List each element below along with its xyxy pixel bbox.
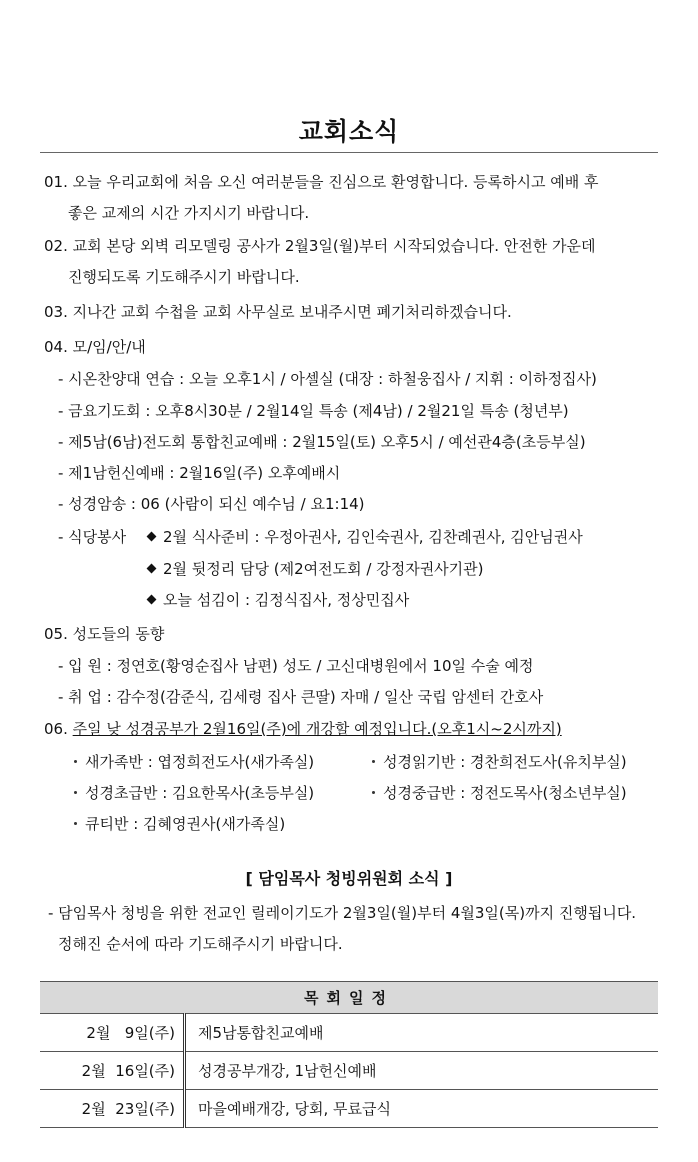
table-row — [40, 1052, 658, 1090]
schedule-event: 제5남통합친교예배 — [185, 1014, 659, 1052]
dot-bullet-icon — [372, 760, 375, 763]
schedule-event: 성경공부개강, 1남헌신예배 — [185, 1052, 659, 1090]
notice-04-dedication: - 제1남헌신예배 : 2월16일(주) 오후예배시 — [58, 464, 341, 482]
notice-04-heading: 04. 모/임/안/내 — [44, 338, 146, 356]
notice-04-kitchen-label: - 식당봉사 — [58, 528, 127, 546]
committee-line2: 정해진 순서에 따라 기도해주시기 바랍니다. — [58, 935, 343, 953]
notice-01-line2: 좋은 교제의 시간 가지시기 바랍니다. — [68, 204, 310, 222]
diamond-bullet-icon — [147, 564, 157, 574]
schedule-date: 2월 16일(주) — [40, 1052, 185, 1090]
schedule-table — [40, 981, 658, 1128]
dot-bullet-icon — [74, 760, 77, 763]
notice-05-hospital: - 입 원 : 정연호(황영순집사 남편) 성도 / 고신대병원에서 10일 수술 예정 — [58, 657, 534, 675]
notice-02-line2: 진행되도록 기도해주시기 바랍니다. — [68, 268, 300, 286]
class-item: 새가족반 : 엽정희전도사(새가족실) — [74, 752, 314, 772]
committee-title: [ 담임목사 청빙위원회 소식 ] — [245, 869, 453, 888]
class-item: 큐티반 : 김혜영권사(새가족실) — [74, 814, 285, 834]
schedule-header-row — [40, 982, 658, 1014]
page-title: 교회소식 — [298, 117, 400, 146]
schedule-header: 목회일정 — [40, 982, 658, 1014]
kitchen-item: 오늘 섬김이 : 김정식집사, 정상민집사 — [148, 590, 409, 610]
schedule-date: 2월 9일(주) — [40, 1014, 185, 1052]
kitchen-item: 2월 뒷정리 담당 (제2여전도회 / 강정자권사기관) — [148, 559, 484, 579]
diamond-bullet-icon — [147, 532, 157, 542]
notice-03: 03. 지나간 교회 수첩을 교회 사무실로 보내주시면 폐기처리하겠습니다. — [44, 303, 512, 321]
dot-bullet-icon — [74, 791, 77, 794]
notice-02-line1: 02. 교회 본당 외벽 리모델링 공사가 2월3일(월)부터 시작되었습니다. 안전한 가운데 — [44, 237, 596, 255]
diamond-bullet-icon — [147, 595, 157, 605]
table-row — [40, 1014, 658, 1052]
notice-06 — [44, 719, 562, 739]
notice-04-fellowship: - 제5남(6남)전도회 통합친교예배 : 2월15일(토) 오후5시 / 예선관4층(초등부실) — [58, 433, 586, 451]
schedule-date: 2월 23일(주) — [40, 1090, 185, 1128]
class-item: 성경읽기반 : 경찬희전도사(유치부실) — [372, 752, 627, 772]
notice-05-employment: - 취 업 : 감수정(감준식, 김세령 집사 큰딸) 자매 / 일산 국립 암센터 간호사 — [58, 688, 544, 706]
class-item: 성경중급반 : 정전도목사(청소년부실) — [372, 783, 627, 803]
class-item: 성경초급반 : 김요한목사(초등부실) — [74, 783, 314, 803]
notice-04-friday-prayer: - 금요기도회 : 오후8시30분 / 2월14일 특송 (제4남) / 2월21일 특송 (청년부) — [58, 402, 569, 420]
title-divider — [40, 152, 658, 153]
kitchen-item: 2월 식사준비 : 우정아권사, 김인숙권사, 김찬례권사, 김안님권사 — [148, 527, 583, 547]
committee-line1: - 담임목사 청빙을 위한 전교인 릴레이기도가 2월3일(월)부터 4월3일(목)까지 진행됩니다. — [48, 904, 637, 922]
notice-06-number: 06. — [44, 720, 68, 738]
notice-01-line1: 01. 오늘 우리교회에 처음 오신 여러분들을 진심으로 환영합니다. 등록하시고 예배 후 — [44, 173, 599, 191]
dot-bullet-icon — [372, 791, 375, 794]
dot-bullet-icon — [74, 822, 77, 825]
notice-06-text: 주일 낮 성경공부가 2월16일(주)에 개강할 예정입니다.(오후1시~2시까지) — [72, 720, 562, 738]
notice-04-choir: - 시온찬양대 연습 : 오늘 오후1시 / 아셀실 (대장 : 하철웅집사 / 지휘 : 이하정집사) — [58, 370, 597, 388]
schedule-event: 마을예배개강, 당회, 무료급식 — [185, 1090, 659, 1128]
table-row — [40, 1090, 658, 1128]
notice-05-heading: 05. 성도들의 동향 — [44, 625, 165, 643]
notice-04-memorization: - 성경암송 : 06 (사람이 되신 예수님 / 요1:14) — [58, 495, 365, 513]
